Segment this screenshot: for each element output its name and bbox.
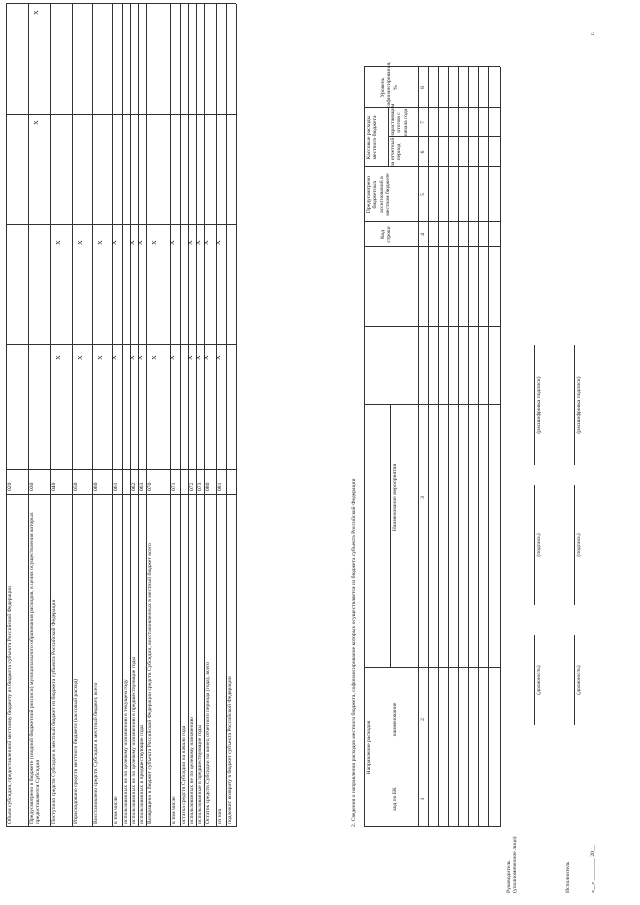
cell-x-mark: X	[33, 10, 40, 15]
header-direction-name: наименование	[392, 702, 398, 737]
row-code: 030	[29, 482, 35, 491]
row-name: Объем субсидии, предоставленной местному бюджету из бюджета субъекта Российской Федерации	[7, 585, 13, 824]
header-cash: Кассовые расходы местного бюджета	[366, 115, 379, 160]
column-number: 5	[420, 193, 426, 196]
cell-x-mark: X	[203, 240, 210, 245]
row-name: использованные в предшествующие годы	[197, 724, 203, 824]
cell-x-mark: X	[169, 240, 176, 245]
row-code: 072	[189, 482, 195, 491]
header-level: Уровень софинансирования, %	[380, 61, 399, 108]
column-number: 8	[420, 86, 426, 89]
head-sub: (уполномоченное лицо)	[512, 836, 518, 893]
row-name: остатка средств Субсидии на начало года	[181, 725, 187, 824]
cash-header-divider	[388, 108, 389, 167]
cell-x-mark: X	[137, 355, 144, 360]
row-name: использованных не по целевому назначению в предшествующие годы	[131, 656, 137, 824]
table2-row-divider	[458, 67, 459, 827]
column-number: 2	[420, 718, 426, 721]
head-signature-caption: (подпись)	[536, 533, 542, 557]
row-code: 063	[139, 482, 145, 491]
cell-x-mark: X	[187, 240, 194, 245]
header-code: Код строки	[380, 226, 393, 243]
table2-row-divider	[448, 67, 449, 827]
row-code: 080	[205, 482, 211, 491]
cell-x-mark: X	[203, 355, 210, 360]
row-name: Израсходовано средств местного бюджета (кассовый расход)	[73, 678, 79, 824]
table2-top-border	[364, 67, 365, 827]
cell-x-mark: X	[187, 355, 194, 360]
row-name: подлежит возврату в бюджет субъекта Российской Федерации	[227, 676, 233, 824]
table2-row-divider	[438, 67, 439, 827]
table2-row-divider	[468, 67, 469, 827]
cell-x-mark: X	[111, 355, 118, 360]
column-number: 6	[420, 150, 426, 154]
cell-x-mark: X	[151, 355, 158, 360]
row-name: использованных не по целевому назначению в текущем году	[123, 679, 129, 824]
header-planned: Предусмотрено бюджетных ассигнований в местном бюджете	[366, 173, 392, 216]
cell-x-mark: X	[195, 240, 202, 245]
header-cash-period: за отчетный период	[390, 137, 403, 167]
row-name: использованных в предшествующие годы	[139, 724, 145, 824]
cell-x-mark: X	[137, 240, 144, 245]
cell-x-mark: X	[215, 240, 222, 245]
exec-position-caption: (должность)	[576, 665, 582, 695]
cell-x-mark: X	[111, 240, 118, 245]
header-event: Наименование мероприятия	[392, 463, 398, 532]
row-code: 081	[217, 482, 223, 491]
row-name: в том числе	[113, 796, 119, 824]
section-2-title: 2. Сведения о направлении расходов местного бюджета, софинансирование которых осуществляется из бюджета субъекта Российской Федерации	[351, 478, 357, 827]
row-code: 060	[93, 482, 99, 491]
row-code: 050	[73, 482, 79, 491]
table2-right-border	[364, 66, 500, 67]
row-name: Поступило средств Субсидии в местный бюджет из бюджета субъекта Российской Федерации	[51, 599, 57, 824]
table2-row-divider	[428, 67, 429, 827]
column-number: 4	[420, 233, 426, 236]
head-position-caption: (должность)	[536, 665, 542, 695]
row-code: 070	[147, 482, 153, 491]
date-line: «__» ________ 20__	[590, 845, 596, 893]
table2-row-divider	[500, 67, 501, 827]
cell-x-mark: X	[195, 355, 202, 360]
row-code: 040	[51, 482, 57, 491]
cell-x-mark: X	[151, 240, 158, 245]
cell-x-mark: X	[77, 355, 84, 360]
exec-signature-caption: (подпись)	[576, 533, 582, 557]
row-name: Остаток средств Субсидии на конец отчетного периода (года), всего	[205, 662, 211, 824]
row-code: 020	[7, 482, 13, 491]
row-code: 062	[131, 482, 137, 491]
page-marker: г.	[590, 31, 596, 35]
cell-x-mark: X	[97, 240, 104, 245]
header-direction: Направление расходов	[366, 720, 372, 775]
executor-label: Исполнитель	[565, 861, 571, 893]
table2-row-divider	[488, 67, 489, 827]
cell-x-mark: X	[55, 355, 62, 360]
cell-x-mark: X	[97, 355, 104, 360]
header-kbk: код по БК	[392, 787, 398, 811]
head-label: Руководитель	[506, 860, 512, 893]
row-code: 071	[171, 482, 177, 491]
cell-x-mark: X	[55, 240, 62, 245]
exec-decoding-caption: (расшифровка подписи)	[576, 376, 582, 434]
header-cash-cumulative: нарастающим итогом с начала года	[390, 103, 409, 137]
column-number: 1	[420, 797, 426, 801]
row-name: в том числе	[171, 796, 177, 824]
cell-x-mark: X	[129, 355, 136, 360]
head-decoding-caption: (расшифровка подписи)	[536, 376, 542, 434]
cell-x-mark: X	[129, 240, 136, 245]
cell-x-mark: X	[77, 240, 84, 245]
row-name: из них	[217, 808, 223, 824]
cell-x-mark: X	[33, 120, 40, 125]
table2-row-divider	[418, 67, 419, 827]
row-code: 061	[113, 482, 119, 491]
row-name: Восстановлено средств Субсидии в местный бюджет, всего	[93, 682, 99, 824]
cell-x-mark: X	[169, 355, 176, 360]
row-name: Возвращено в бюджет субъекта Российской Федерации средств Субсидии, восстановленных в местный бюджет всего	[147, 543, 153, 824]
cell-x-mark: X	[215, 355, 222, 360]
row-code: 073	[197, 482, 203, 491]
row-name: использованных не по целевому назначению	[189, 717, 195, 824]
table2-row-divider	[478, 67, 479, 827]
row-name: Предусмотрено в бюджете (сводной бюджетной росписи) муниципального образования расходов, в целях осуществления которых предоставляется Субсидия	[29, 512, 42, 824]
column-number: 3	[420, 496, 426, 499]
column-number: 7	[420, 121, 426, 124]
